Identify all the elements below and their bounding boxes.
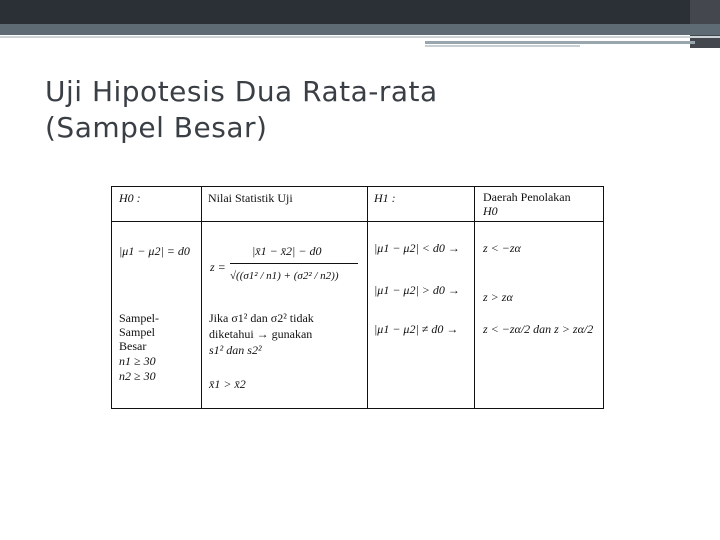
condition-line4: n1 ≥ 30 <box>119 354 156 368</box>
h1-row-greater: |μ1 − μ2| > d0 → <box>374 283 460 297</box>
reject-row-greater: z > zα <box>483 290 513 304</box>
condition-line2: Sampel <box>119 325 155 339</box>
header-h1: H1 : <box>374 191 396 205</box>
z-fraction-bar <box>230 263 358 264</box>
stat-note-line3: s1² dan s2² <box>209 343 262 357</box>
reject-row-two-sided: z < −zα/2 dan z > zα/2 <box>483 322 594 336</box>
stat-note-line1: Jika σ1² dan σ2² tidak <box>209 311 314 325</box>
hypothesis-table <box>111 186 604 409</box>
header-band <box>0 24 720 35</box>
header-reject-line1: Daerah Penolakan <box>483 190 571 204</box>
stat-note-line4: x̄1 > x̄2 <box>209 377 246 391</box>
stat-note-line2: diketahui → gunakan <box>209 327 313 341</box>
slide-title-line2: (Sampel Besar) <box>45 111 268 144</box>
table-header-divider <box>112 221 603 222</box>
top-bar <box>0 0 720 24</box>
z-prefix: z = <box>210 260 226 274</box>
header-reject-line2: H0 <box>483 204 498 218</box>
condition-line3: Besar <box>119 339 147 353</box>
condition-line1: Sampel- <box>119 311 159 325</box>
table-column-divider-3 <box>474 187 475 408</box>
header-strip <box>0 36 720 38</box>
header-strip-accent-light <box>425 45 580 47</box>
h1-row-not-equal: |μ1 − μ2| ≠ d0 → <box>374 322 459 336</box>
header-h0: H0 : <box>119 191 141 205</box>
reject-row-less: z < −zα <box>483 241 521 255</box>
condition-line5: n2 ≥ 30 <box>119 369 156 383</box>
z-numerator: |x̄1 − x̄2| − d0 <box>252 244 322 258</box>
slide-title-line1: Uji Hipotesis Dua Rata-rata <box>45 75 438 108</box>
h1-row-less: |μ1 − μ2| < d0 → <box>374 241 460 255</box>
table-column-divider-1 <box>201 187 202 408</box>
header-statistic: Nilai Statistik Uji <box>208 191 293 205</box>
table-column-divider-2 <box>367 187 368 408</box>
h0-formula: |μ1 − μ2| = d0 <box>119 244 190 258</box>
header-strip-accent <box>425 41 695 44</box>
z-denominator: √((σ1² / n1) + (σ2² / n2)) <box>230 270 339 282</box>
slide-title <box>45 74 438 146</box>
